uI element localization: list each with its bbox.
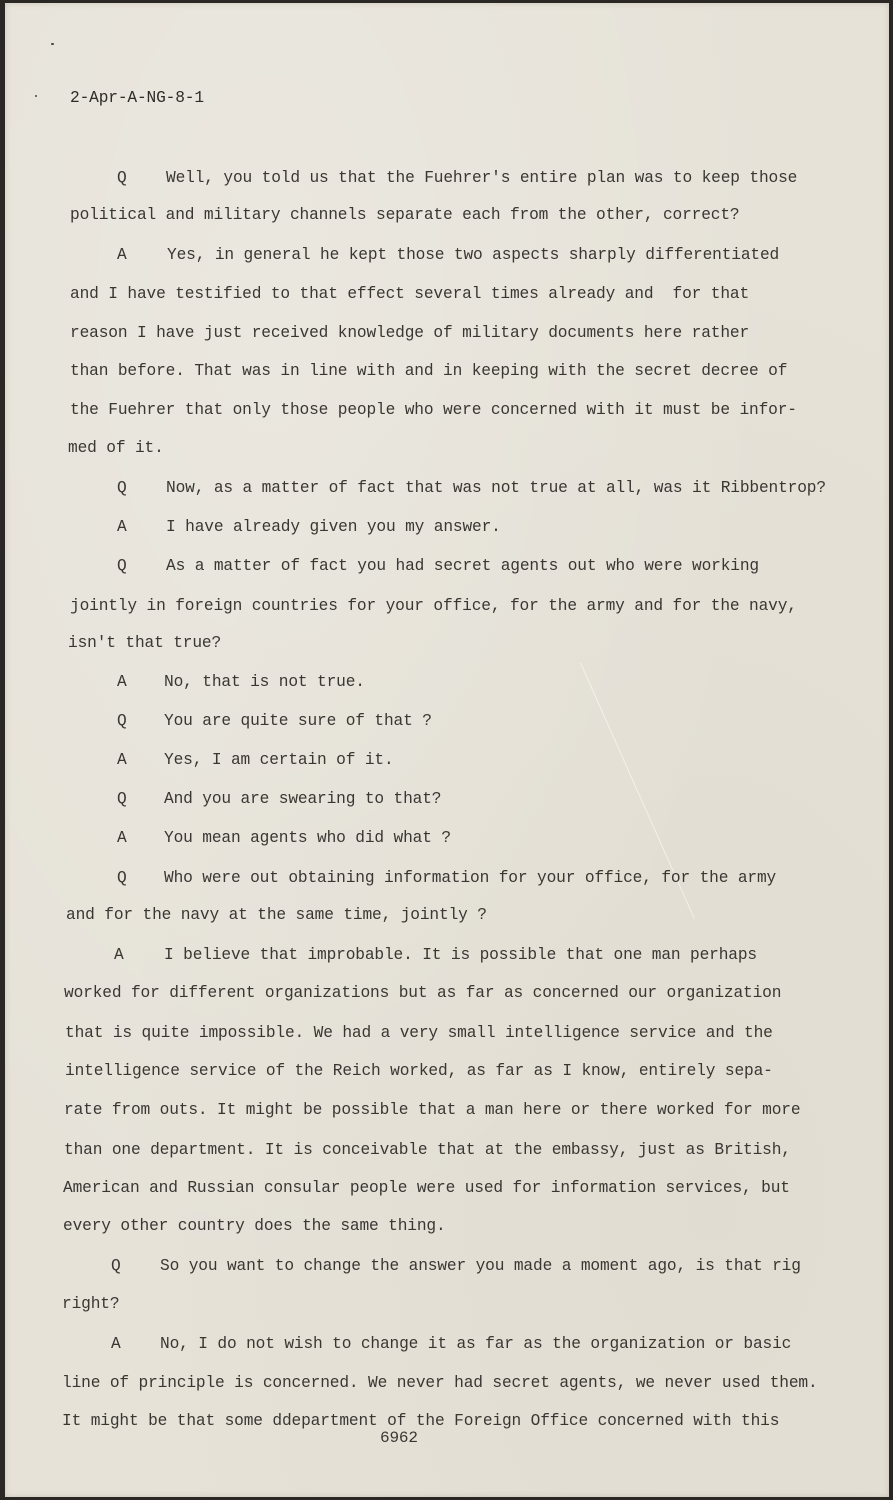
text-line: med of it. [68,439,164,457]
speaker-label: A [117,518,127,536]
text-line: So you want to change the answer you made a moment ago, is that rig [160,1257,801,1275]
speaker-label: Q [117,712,127,730]
text-line: As a matter of fact you had secret agents out who were working [166,557,759,575]
text-line: Well, you told us that the Fuehrer's entire plan was to keep those [166,169,798,187]
text-line: I have already given you my answer. [166,518,501,536]
text-line: American and Russian consular people were used for information services, but [63,1179,790,1197]
text-line: And you are swearing to that? [164,790,442,808]
speaker-label: A [117,829,127,847]
speaker-label: Q [117,869,127,887]
text-line: worked for different organizations but as far as concerned our organization [64,984,782,1002]
speaker-label: A [114,946,124,964]
text-line: than before. That was in line with and in keeping with the secret decree of [70,362,788,380]
text-line: every other country does the same thing. [63,1217,446,1235]
text-line: right? [62,1295,120,1313]
text-line: than one department. It is conceivable that at the embassy, just as British, [64,1141,791,1159]
text-line: You are quite sure of that ? [164,712,432,730]
speaker-label: A [117,246,127,264]
text-line: reason I have just received knowledge of military documents here rather [70,324,750,342]
speaker-label: A [117,751,127,769]
text-line: jointly in foreign countries for your office, for the army and for the navy, [70,597,797,615]
text-line: political and military channels separate each from the other, correct? [70,206,740,224]
speaker-label: Q [117,557,127,575]
text-line: No, that is not true. [164,673,365,691]
text-line: the Fuehrer that only those people who were concerned with it must be infor- [70,401,797,419]
speaker-label: A [117,673,127,691]
text-line: line of principle is concerned. We never had secret agents, we never used them. [62,1374,818,1392]
speaker-label: Q [117,790,127,808]
speaker-label: Q [117,479,127,497]
text-line: Now, as a matter of fact that was not true at all, was it Ribbentrop? [166,479,826,497]
speaker-label: Q [117,169,127,187]
speaker-label: Q [111,1257,121,1275]
text-line: rate from outs. It might be possible that a man here or there worked for more [64,1101,801,1119]
text-line: Yes, I am certain of it. [164,751,394,769]
ink-speck [51,43,54,45]
text-line: It might be that some ddepartment of the Foreign Office concerned with this [62,1412,780,1430]
text-line: You mean agents who did what ? [164,829,451,847]
text-line: and for the navy at the same time, jointly ? [66,906,487,924]
text-line: Who were out obtaining information for your office, for the army [164,869,777,887]
text-line: that is quite impossible. We had a very small intelligence service and the [65,1024,773,1042]
text-line: I believe that improbable. It is possible that one man perhaps [164,946,757,964]
page-number: 6962 [380,1429,418,1447]
speaker-label: A [111,1335,121,1353]
ink-speck [35,95,37,97]
text-line: Yes, in general he kept those two aspects sharply differentiated [167,246,780,264]
document-reference: 2-Apr-A-NG-8-1 [70,89,204,107]
text-line: No, I do not wish to change it as far as the organization or basic [160,1335,792,1353]
text-line: isn't that true? [68,634,222,652]
text-line: and I have testified to that effect several times already and for that [70,285,750,303]
text-line: intelligence service of the Reich worked, as far as I know, entirely sepa- [65,1062,773,1080]
